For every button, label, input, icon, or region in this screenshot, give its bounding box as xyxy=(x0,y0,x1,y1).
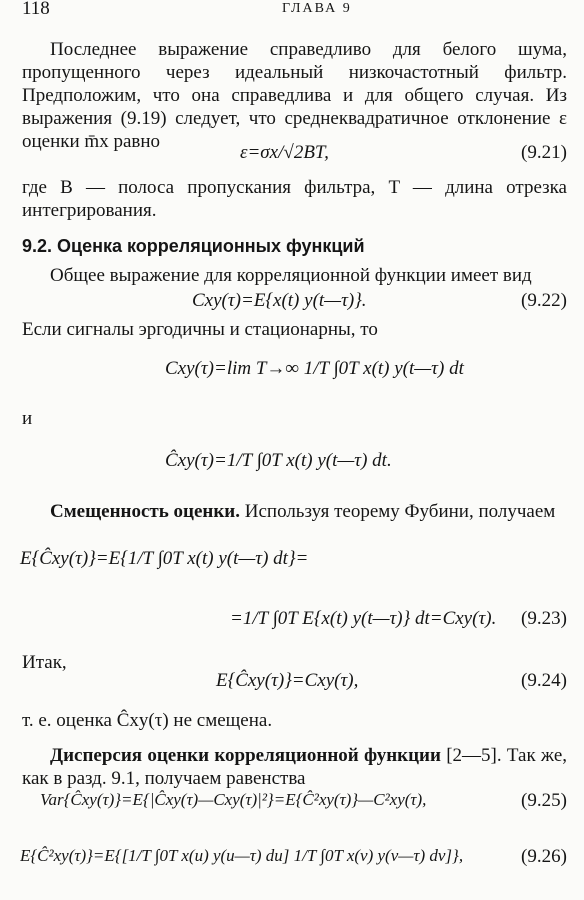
section-title: 9.2. Оценка корреляционных функций xyxy=(22,236,365,256)
equation-number-9-23: (9.23) xyxy=(521,608,567,629)
equation-number-9-25: (9.25) xyxy=(521,790,567,811)
equation-number-9-22: (9.22) xyxy=(521,290,567,311)
equation-9-25: Var{Ĉxy(τ)}=E{|Ĉxy(τ)—Cxy(τ)|²}=E{Ĉ²xy(τ)}—C²xy(τ), xyxy=(40,790,427,809)
equation-9-22: Cxy(τ)=E{x(t) y(t—τ)}. xyxy=(192,290,367,311)
equation-limit: Cxy(τ)=lim T→∞ 1/T ∫0T x(t) y(t—τ) dt xyxy=(165,358,464,379)
word-and: и xyxy=(22,408,33,429)
equation-number-9-21: (9.21) xyxy=(521,142,567,163)
equation-9-26: E{Ĉ²xy(τ)}=E{[1/T ∫0T x(u) y(u—τ) du] 1/T ∫0T x(v) y(v—τ) dv]}, xyxy=(20,846,464,865)
chapter-header: ГЛАВА 9 xyxy=(282,1,352,16)
variance-text: [2—5]. Так же, как в разд. 9.1, получаем равенства xyxy=(22,745,567,789)
paragraph-unbiased: т. е. оценка Ĉxy(τ) не смещена. xyxy=(22,710,273,731)
variance-heading: Дисперсия оценки корреляционной функции xyxy=(50,745,441,766)
equation-9-24: E{Ĉxy(τ)}=Cxy(τ), xyxy=(216,670,359,691)
paragraph-general-expression: Общее выражение для корреляционной функции имеет вид xyxy=(50,265,532,286)
equation-9-21: ε=σx/√2BT, xyxy=(240,142,329,163)
paragraph-variance xyxy=(22,744,567,790)
paragraph-bias xyxy=(22,500,567,523)
equation-number-9-24: (9.24) xyxy=(521,670,567,691)
paragraph-white-noise: Последнее выражение справедливо для белого шума, пропущенного через идеальный низкочастотный фильтр. Предположим, что она справедлива и для общего случая. Из выражения (9.19) следует, что среднеквадратичное отклонение ε оценки m̄x равно xyxy=(22,39,567,152)
word-itak: Итак, xyxy=(22,652,67,673)
page-number: 118 xyxy=(22,0,50,19)
equation-estimate: Ĉxy(τ)=1/T ∫0T x(t) y(t—τ) dt. xyxy=(165,450,392,471)
bias-text: Используя теорему Фубини, получаем xyxy=(244,501,556,522)
equation-number-9-26: (9.26) xyxy=(521,846,567,867)
paragraph-ergodic: Если сигналы эргодичны и стационарны, то xyxy=(22,319,378,340)
paragraph-filter-bandwidth: где B — полоса пропускания фильтра, T — длина отрезка интегрирования. xyxy=(22,177,567,221)
equation-9-23-line1: E{Ĉxy(τ)}=E{1/T ∫0T x(t) y(t—τ) dt}= xyxy=(20,548,309,569)
bias-heading: Смещенность оценки. xyxy=(50,501,240,522)
equation-9-23-line2: =1/T ∫0T E{x(t) y(t—τ)} dt=Cxy(τ). xyxy=(230,608,497,629)
